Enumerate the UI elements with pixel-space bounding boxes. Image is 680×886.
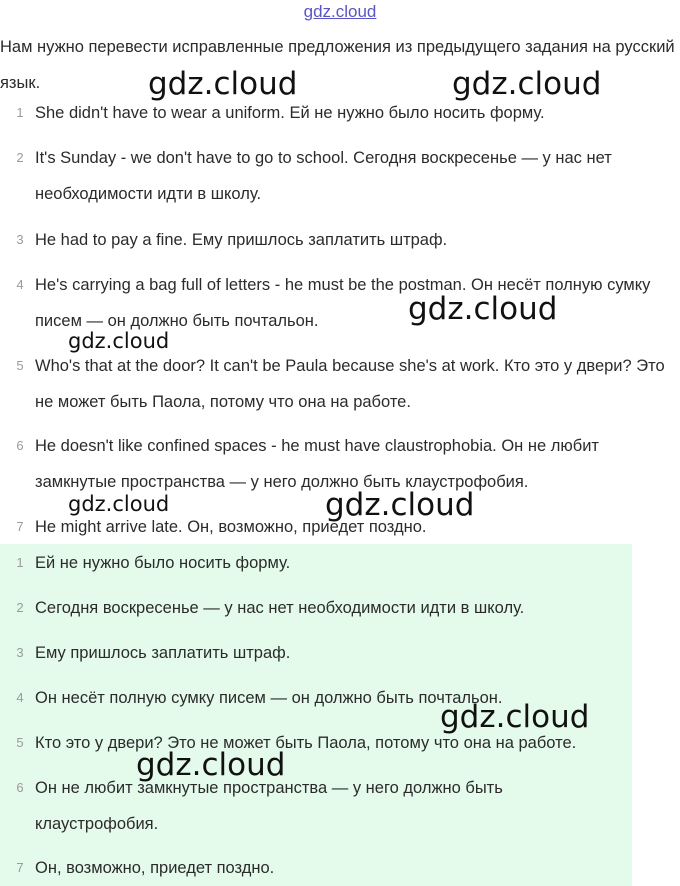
item-number: 3 xyxy=(16,645,24,660)
watermark: gdz.cloud xyxy=(136,747,286,783)
item-text: Сегодня воскресенье — у нас нет необходимости идти в школу. xyxy=(35,599,525,617)
list-item xyxy=(0,348,672,420)
item-number: 6 xyxy=(16,438,24,453)
watermark: gdz.cloud xyxy=(408,291,558,327)
site-link[interactable]: gdz.cloud xyxy=(303,2,377,21)
item-text: Кто это у двери? Это не может быть Паола, потому что она на работе. xyxy=(35,734,577,752)
item-text: Ей не нужно было носить форму. xyxy=(35,554,291,572)
item-number: 5 xyxy=(16,735,24,750)
item-number: 5 xyxy=(16,358,24,373)
item-text: Он не любит замкнутые пространства — у него должно быть клаустрофобия. xyxy=(35,779,503,833)
item-text: He might arrive late. Он, возможно, приедет поздно. xyxy=(35,518,427,536)
item-number: 2 xyxy=(16,150,24,165)
item-number: 6 xyxy=(16,780,24,795)
item-number: 2 xyxy=(16,600,24,615)
item-number: 3 xyxy=(16,232,24,247)
list-item xyxy=(0,635,600,671)
watermark: gdz.cloud xyxy=(148,66,298,102)
item-text: It's Sunday - we don't have to go to school. Сегодня воскресенье — у нас нет необходимости идти в школу. xyxy=(35,149,612,203)
item-text: Who's that at the door? It can't be Paula because she's at work. Кто это у двери? Это не может быть Паола, потому что она на работе. xyxy=(35,357,665,411)
item-text: He doesn't like confined spaces - he must have claustrophobia. Он не любит замкнутые пространства — у него должно быть клаустрофобия. xyxy=(35,437,599,491)
item-number: 7 xyxy=(16,860,24,875)
list-item xyxy=(0,222,672,258)
list-item xyxy=(0,545,600,581)
intro-text: Нам нужно перевести исправленные предложения из предыдущего задания на русский язык. xyxy=(0,38,675,92)
watermark: gdz.cloud xyxy=(68,492,170,516)
item-text: He's carrying a bag full of letters - he must be the postman. Он несёт полную сумку писем — он должно быть почтальон. xyxy=(35,276,651,330)
item-text: He had to pay a fine. Ему пришлось заплатить штраф. xyxy=(35,231,448,249)
item-number: 4 xyxy=(16,277,24,292)
item-number: 7 xyxy=(16,519,24,534)
watermark: gdz.cloud xyxy=(452,66,602,102)
watermark: gdz.cloud xyxy=(68,329,170,353)
item-number: 1 xyxy=(16,555,24,570)
item-number: 1 xyxy=(16,105,24,120)
list-item xyxy=(0,140,672,212)
list-item xyxy=(0,850,600,886)
item-number: 4 xyxy=(16,690,24,705)
item-text: Ему пришлось заплатить штраф. xyxy=(35,644,291,662)
watermark: gdz.cloud xyxy=(440,699,590,735)
list-item xyxy=(0,770,600,842)
item-text: She didn't have to wear a uniform. Ей не нужно было носить форму. xyxy=(35,104,545,122)
item-text: Он, возможно, приедет поздно. xyxy=(35,859,275,877)
watermark: gdz.cloud xyxy=(325,487,475,523)
item-text: Он несёт полную сумку писем — он должно быть почтальон. xyxy=(35,689,503,707)
list-item xyxy=(0,590,600,626)
